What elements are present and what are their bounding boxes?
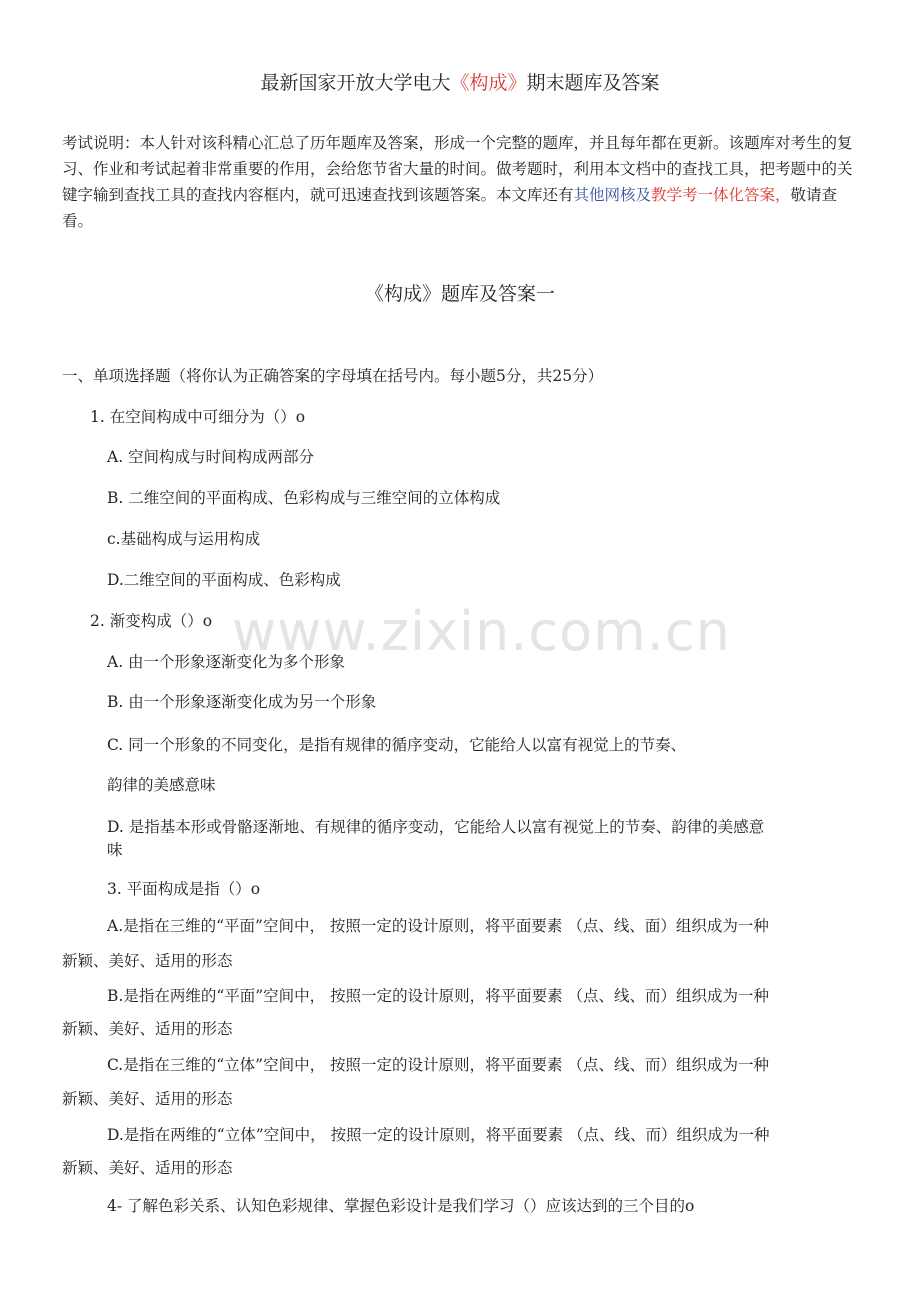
title-highlight: 《构成》 [450,72,527,94]
question-1-option-a: A. 空间构成与时间构成两部分 [107,448,315,466]
title-suffix: 期末题库及答案 [526,72,660,94]
question-2-option-c-line-1: C. 同一个形象的不同变化，是指有规律的循序变动，它能给人以富有视觉上的节奏、 [107,736,687,754]
question-4: 4- 了解色彩关系、认知色彩规律、掌握色彩设计是我们学习（）应该达到的三个目的o [107,1197,695,1215]
document-title [0,68,920,95]
question-2-option-a: A. 由一个形象逐渐变化为多个形象 [107,653,346,671]
question-2: 2. 渐变构成（）o [90,612,213,630]
question-3-option-b-line-1: B.是指在两维的“平面”空间中， 按照一定的设计原则，将平面要素 （点、线、而）组织成为一种 [107,987,770,1005]
question-3-option-d-line-2: 新颖、美好、适用的形态 [62,1159,233,1177]
question-3-option-d-line-1: D.是指在两维的“立体”空间中， 按照一定的设计原则，将平面要素 （点、线、而）组织成为一种 [107,1126,770,1144]
question-3-option-c-line-1: C.是指在三维的“立体”空间中， 按照一定的设计原则，将平面要素 （点、线、而）组织成为一种 [107,1056,769,1074]
title-prefix: 最新国家开放大学电大 [260,72,451,94]
section-title: 《构成》题库及答案一 [364,283,555,305]
question-3-option-a-line-1: A.是指在三维的“平面”空间中， 按照一定的设计原则，将平面要素 （点、线、面）组织成为一种 [107,917,769,935]
intro-end: 敬请查看。 [62,186,838,230]
question-2-option-d-line-2: 味 [107,841,123,859]
intro-text: 考试说明：本人针对该科精心汇总了历年题库及答案，形成一个完整的题库，并且每年都在更新。该题库对考生的复习、作业和考试起着非常重要的作用，会给您节省大量的时间。做考题时，利用本文档中的查找工具，把考题中的关键字输到查找工具的查找内容框内，就可迅速查找到该题答案。本文库还有 [62,134,853,204]
question-1-option-b: B. 二维空间的平面构成、色彩构成与三维空间的立体构成 [107,489,501,507]
question-3-option-c-line-2: 新颖、美好、适用的形态 [62,1090,233,1108]
question-2-option-b: B. 由一个形象逐渐变化成为另一个形象 [107,693,377,711]
question-2-option-d-line-1: D. 是指基本形或骨骼逐渐地、有规律的循序变动，它能给人以富有视觉上的节奏、韵律的美感意 [107,818,765,836]
watermark: www.zixin.com.cn [232,600,731,663]
question-3: 3. 平面构成是指（）o [107,880,261,898]
intro-link-answers[interactable]: 教学考一体化答案， [651,186,791,204]
question-1: 1. 在空间构成中可细分为（）o [90,408,306,426]
question-3-option-b-line-2: 新颖、美好、适用的形态 [62,1020,233,1038]
exam-instructions [62,130,862,234]
question-1-option-d: D.二维空间的平面构成、色彩构成 [107,571,341,589]
intro-link-other[interactable]: 其他网核及 [573,186,652,204]
question-1-option-c: c.基础构成与运用构成 [107,530,261,548]
part-heading: 一、单项选择题（将你认为正确答案的字母填在括号内。每小题5分，共25分） [62,367,604,385]
question-2-option-c-line-2: 韵律的美感意味 [107,776,216,794]
question-3-option-a-line-2: 新颖、美好、适用的形态 [62,952,233,970]
